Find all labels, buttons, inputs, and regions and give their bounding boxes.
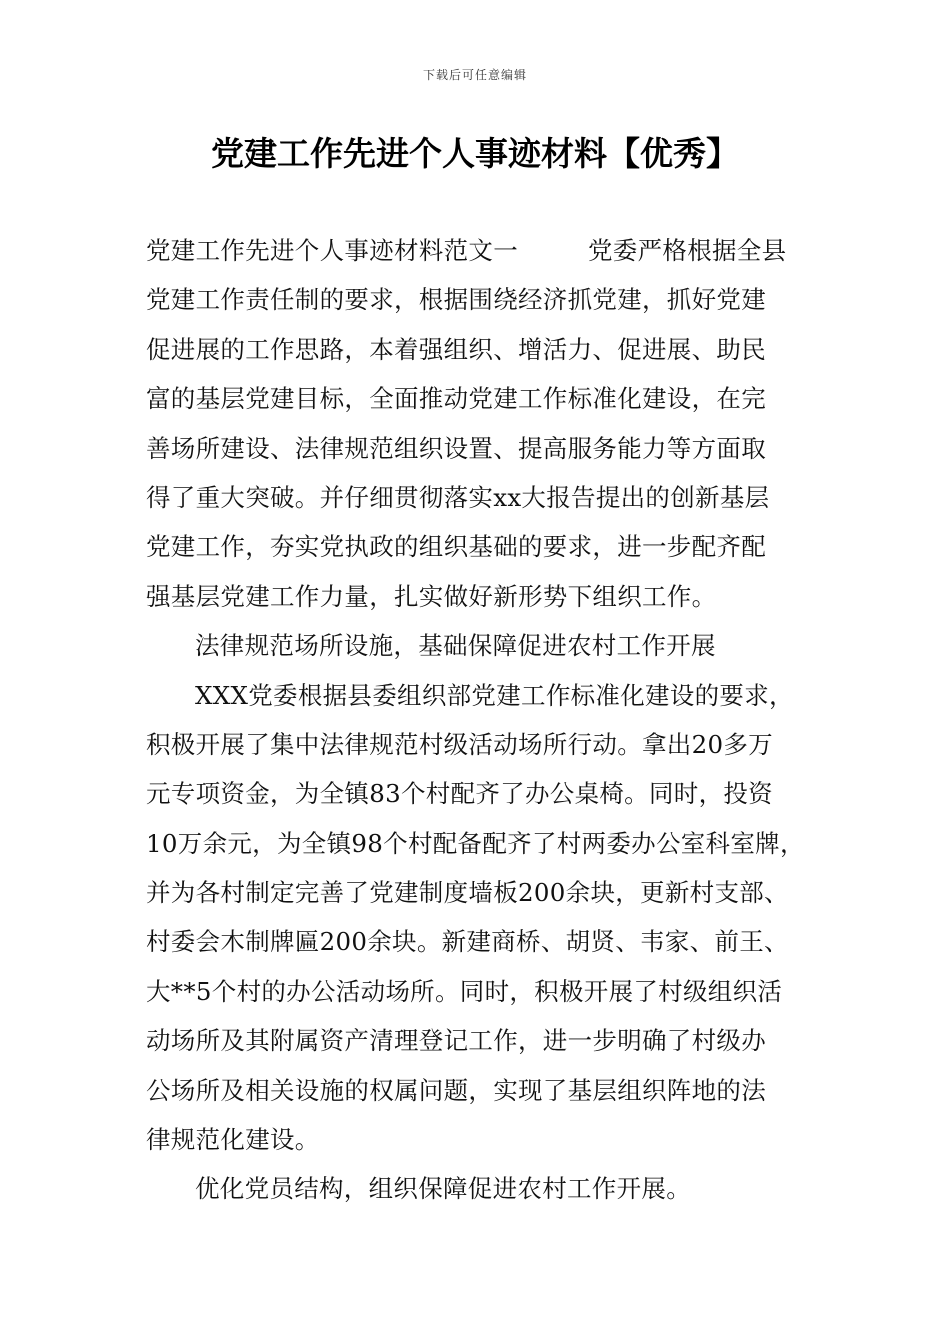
- body-line-18: 公场所及相关设施的权属问题，实现了基层组织阵地的法: [146, 1075, 766, 1105]
- body-line-14: 并为各村制定完善了党建制度墙板200余块，更新村支部、: [146, 878, 789, 908]
- subheading-facilities: 法律规范场所设施，基础保障促进农村工作开展: [195, 631, 716, 661]
- body-line-11: 积极开展了集中法律规范村级活动场所行动。拿出20多万: [146, 729, 773, 759]
- body-line-7: 党建工作，夯实党执政的组织基础的要求，进一步配齐配: [146, 532, 766, 562]
- header-note: 下载后可任意编辑: [422, 68, 527, 82]
- body-line-12: 元专项资金，为全镇83个村配齐了办公桌椅。同时，投资: [146, 779, 773, 809]
- document-body: [146, 226, 812, 1214]
- body-line-16: 大**5个村的办公活动场所。同时，积极开展了村级组织活: [146, 976, 783, 1006]
- body-line-19: 律规范化建设。: [146, 1125, 320, 1155]
- body-line-8: 强基层党建工作力量，扎实做好新形势下组织工作。: [146, 581, 717, 611]
- subheading-party-structure: 优化党员结构，组织保障促进农村工作开展。: [195, 1174, 691, 1204]
- body-line-1-text: 党委严格根据全县: [588, 236, 787, 265]
- body-line-13: 10万余元，为全镇98个村配备配齐了村两委办公室科室牌，: [146, 828, 805, 858]
- body-line-1: [146, 226, 812, 275]
- body-line-5: 善场所建设、法律规范组织设置、提高服务能力等方面取: [146, 433, 766, 463]
- document-title: 党建工作先进个人事迹材料【优秀】: [211, 134, 739, 173]
- section-heading-inline: 党建工作先进个人事迹材料范文一: [146, 236, 518, 265]
- body-line-6: 得了重大突破。并仔细贯彻落实xx大报告提出的创新基层: [146, 482, 770, 512]
- body-line-17: 动场所及其附属资产清理登记工作，进一步明确了村级办: [146, 1026, 766, 1056]
- body-line-15: 村委会木制牌匾200余块。新建商桥、胡贤、韦家、前王、: [146, 927, 789, 957]
- body-line-2: 党建工作责任制的要求，根据围绕经济抓党建，抓好党建: [146, 285, 766, 315]
- body-line-4: 富的基层党建目标，全面推动党建工作标准化建设，在完: [146, 384, 766, 414]
- body-line-3: 促进展的工作思路，本着强组织、增活力、促进展、助民: [146, 334, 766, 364]
- body-line-10: XXX党委根据县委组织部党建工作标准化建设的要求，: [195, 680, 794, 710]
